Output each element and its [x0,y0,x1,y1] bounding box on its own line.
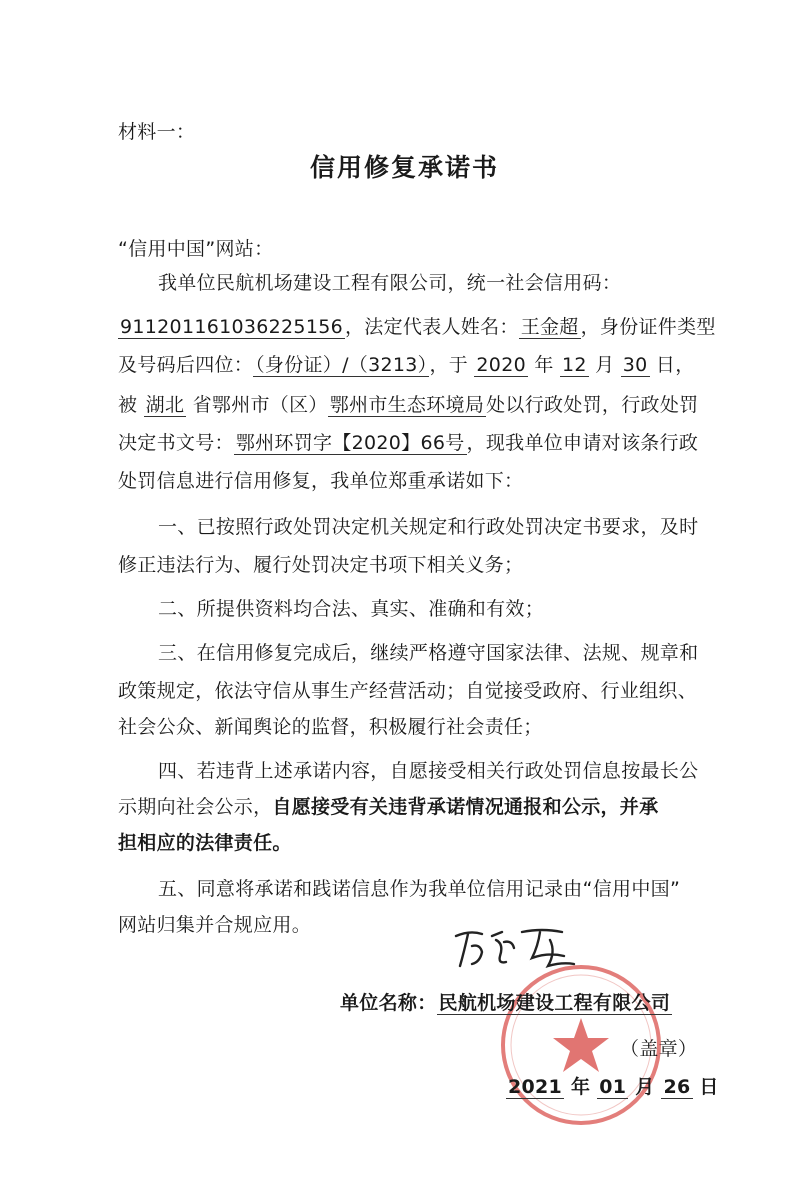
page-title: 信用修复承诺书 [310,153,500,182]
promise-4-line-3: 担相应的法律责任。 [118,832,292,854]
unit-name-line [340,988,672,1015]
promise-4-line-1: 四、若违背上述承诺内容，自愿接受相关行政处罚信息按最长公 [158,760,699,782]
promise-4-normal-text: 示期向社会公示， [118,796,273,818]
promise-4-line-2 [118,792,658,819]
representative-name: 王金超 [520,316,579,338]
body-line-2 [118,312,716,339]
body-line-6: 处罚信息进行信用修复，我单位郑重承诺如下： [118,470,524,492]
sign-date [506,1072,719,1099]
year-unit: 年 [534,354,554,376]
penalty-month: 12 [561,354,587,376]
promise-1-line-1: 一、已按照行政处罚决定机关规定和行政处罚决定书要求，及时 [158,516,699,538]
line2-mid-text: ，法定代表人姓名： [345,316,519,338]
line5-end-text: ，现我单位申请对该条行政 [466,432,699,454]
line4-end-text: 处以行政处罚，行政处罚 [486,394,699,416]
promise-4-bold-text: 自愿接受有关违背承诺情况通报和公示，并承 [272,796,659,818]
sign-month-unit: 月 [635,1076,655,1098]
penalty-year: 2020 [476,354,526,376]
sign-year: 2021 [508,1076,563,1098]
body-line-5 [118,428,698,455]
document-number: 鄂州环罚字【2020】66号 [235,432,465,454]
line3-mid-text: ，于 [429,354,469,376]
province-value: 湖北 [145,394,185,416]
sign-year-unit: 年 [571,1076,591,1098]
promise-3-line-1: 三、在信用修复完成后，继续严格遵守国家法律、法规、规章和 [158,642,699,664]
seal-note: （盖章） [620,1038,698,1060]
id-type-value: （身份证）/（3213） [255,354,428,376]
salutation: “信用中国”网站： [118,238,274,260]
line4-mid-text: 省鄂州市（区） [192,394,328,416]
agency-value: 鄂州市生态环境局 [329,394,485,416]
handwritten-signature-icon [452,922,577,972]
line3-pre-text: 及号码后四位： [118,354,254,376]
body-line-1: 我单位民航机场建设工程有限公司，统一社会信用码： [158,272,622,294]
line4-pre-text: 被 [118,394,138,416]
month-unit: 月 [595,354,615,376]
day-unit: 日， [655,354,695,376]
promise-5-line-2: 网站归集并合规应用。 [118,914,312,936]
promise-5-line-1: 五、同意将承诺和践诺信息作为我单位信用记录由“信用中国” [158,878,681,900]
credit-code: 911201161036225156 [120,316,343,338]
line5-pre-text: 决定书文号： [118,432,234,454]
sign-day: 26 [663,1076,691,1098]
promise-3-line-3: 社会公众、新闻舆论的监督，积极履行社会责任； [118,716,543,738]
line2-end-text: ，身份证件类型 [580,316,716,338]
promise-2: 二、所提供资料均合法、真实、准确和有效； [158,598,545,620]
unit-name: 民航机场建设工程有限公司 [438,992,671,1014]
material-label: 材料一： [118,121,196,143]
sign-day-unit: 日 [699,1076,719,1098]
body-line-4 [118,390,698,417]
promise-3-line-2: 政策规定，依法守信从事生产经营活动；自觉接受政府、行业组织、 [118,680,698,702]
promise-1-line-2: 修正违法行为、履行处罚决定书项下相关义务； [118,554,524,576]
body-line-3 [118,350,695,377]
penalty-day: 30 [622,354,648,376]
unit-label: 单位名称： [340,992,437,1014]
sign-month: 01 [599,1076,627,1098]
